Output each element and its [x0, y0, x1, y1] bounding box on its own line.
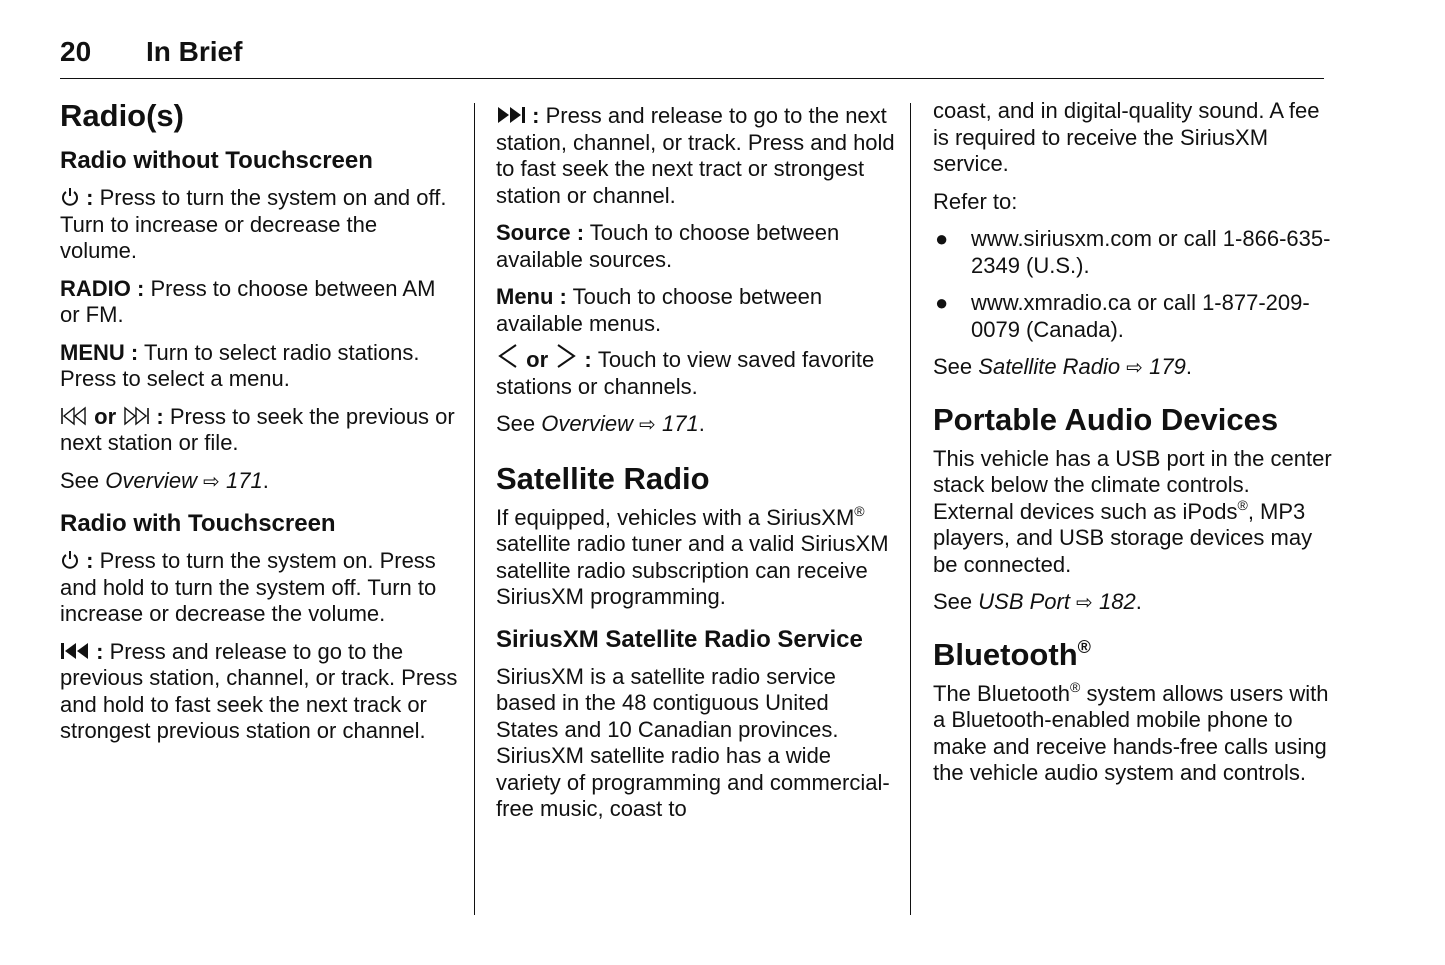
contact-list — [933, 226, 1333, 343]
overview-link[interactable]: Overview — [105, 467, 197, 493]
satellite-radio-heading: Satellite Radio — [496, 460, 710, 496]
section-title: In Brief — [146, 36, 243, 67]
xref-arrow-icon: ⇨ — [1126, 357, 1144, 379]
radio-with-touchscreen-heading: Radio with Touchscreen — [60, 510, 336, 537]
seek-buttons-description: or : Press to seek the previous or next station or file. — [60, 403, 455, 455]
chevron-left-icon — [496, 343, 520, 369]
siriusxm-service-heading: SiriusXM Satellite Radio Service — [496, 625, 863, 653]
registered-mark: ® — [1077, 636, 1091, 657]
menu-knob-description: MENU : Turn to select radio stations. Press to select a menu. — [60, 339, 420, 391]
siriusxm-service-continued: coast, and in digital-quality sound. A fee is required to receive the SiriusXM service. — [933, 98, 1320, 176]
see-usb-port-reference: See USB Port ⇨ 182. — [933, 589, 1142, 614]
see-overview-reference-2: See Overview ⇨ 171. — [496, 411, 705, 436]
bullet-icon: ● — [935, 226, 949, 251]
column-1 — [60, 98, 460, 745]
column-3 — [933, 98, 1333, 787]
source-description: Source : Touch to choose between available sources. — [496, 220, 840, 272]
usb-port-link[interactable]: USB Port — [978, 589, 1070, 614]
column-2 — [496, 103, 896, 823]
menu-touch-description: Menu : Touch to choose between available menus. — [496, 284, 823, 336]
power-icon — [60, 187, 80, 207]
bluetooth-heading: Bluetooth® — [933, 636, 1091, 672]
refer-to-label: Refer to: — [933, 188, 1018, 214]
see-overview-reference-1: See Overview ⇨ 171. — [60, 467, 269, 493]
xref-arrow-icon: ⇨ — [203, 470, 220, 493]
bluetooth-description: The Bluetooth® system allows users with a Bluetooth-enabled mobile phone to make and receive hands-free calls using the vehicle audio system and controls. — [933, 678, 1329, 785]
radios-heading: Radio(s) — [60, 98, 184, 133]
satellite-radio-link[interactable]: Satellite Radio — [978, 354, 1121, 379]
satellite-radio-intro: If equipped, vehicles with a SiriusXM® satellite radio tuner and a valid SiriusXM satellite radio subscription can receive SiriusXM programming. — [496, 502, 889, 609]
power-button-touchscreen-description: : Press to turn the system on. Press and hold to turn the system off. Turn to increase or decrease the volume. — [60, 548, 437, 626]
seek-back-icon — [60, 406, 88, 426]
previous-track-description: : Press and release to go to the previous station, channel, or track. Press and hold to fast seek the next track or strongest previous station or channel. — [60, 638, 458, 743]
portable-audio-heading: Portable Audio Devices — [933, 401, 1279, 437]
previous-track-icon — [60, 641, 90, 661]
next-track-icon — [496, 105, 526, 125]
page-number: 20 — [60, 36, 92, 67]
list-item: ● www.xmradio.ca or call 1-877-209-0079 (Canada). — [935, 290, 1310, 342]
radio-button-description: RADIO : Press to choose between AM or FM. — [60, 275, 436, 327]
registered-mark: ® — [1237, 496, 1248, 513]
xref-arrow-icon: ⇨ — [639, 414, 656, 436]
radio-without-touchscreen-heading: Radio without Touchscreen — [60, 147, 373, 174]
xref-arrow-icon: ⇨ — [1076, 592, 1093, 614]
seek-forward-icon — [122, 406, 150, 426]
column-divider-2 — [910, 103, 911, 915]
column-divider-1 — [474, 103, 475, 915]
overview-link[interactable]: Overview — [541, 411, 633, 436]
see-satellite-radio-reference: See Satellite Radio ⇨ 179. — [933, 354, 1193, 379]
portable-audio-description: This vehicle has a USB port in the center stack below the climate controls. External devices such as iPods®, MP3 players, and USB storage devices may be connected. — [933, 445, 1332, 577]
registered-mark: ® — [1069, 678, 1081, 695]
power-button-description: : Press to turn the system on and off. Turn to increase or decrease the volume. — [60, 185, 447, 263]
next-track-description: : Press and release to go to the next station, channel, or track. Press and hold to fast seek the next tract or strongest station or channel. — [496, 103, 895, 208]
chevron-right-icon — [554, 343, 578, 369]
registered-mark: ® — [854, 502, 865, 519]
bullet-icon: ● — [935, 290, 949, 315]
siriusxm-service-description: SiriusXM is a satellite radio service based in the 48 contiguous United States and 10 Canadian provinces. SiriusXM satellite radio has a wide variety of programming and commercial-free music, coast to — [496, 663, 890, 821]
page-header — [60, 32, 1324, 79]
list-item: ● www.siriusxm.com or call 1-866-635-2349 (U.S.). — [935, 226, 1331, 278]
favorites-arrows-description: or : Touch to view saved favorite stations or channels. — [496, 343, 896, 400]
power-icon — [60, 550, 80, 570]
